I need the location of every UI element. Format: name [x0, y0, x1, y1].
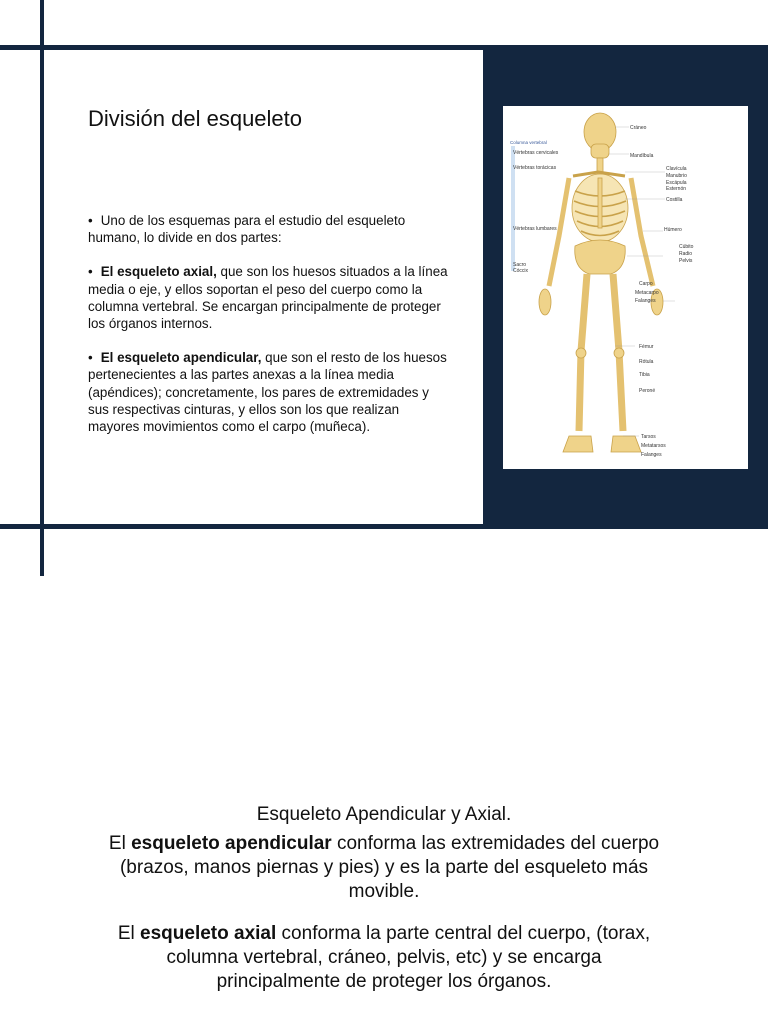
bullet-item: [88, 349, 448, 435]
label-columna: Columna vertebral: [510, 140, 547, 145]
paragraph-apendicular: [104, 832, 664, 904]
label-costilla: Costilla: [666, 197, 683, 203]
label-craneo: Cráneo: [630, 125, 647, 131]
bullet-dot: •: [88, 350, 93, 366]
bullet-item: [88, 212, 448, 246]
label-escapula: Escápula: [666, 180, 687, 186]
label-manubrio: Manubrio: [666, 173, 687, 179]
bullet-text: que son los huesos situados a la línea media o eje, y ellos soportan el peso del cuerpo como la columna vertebral. Se encargan principalmente de proteger los órganos internos.: [88, 264, 448, 332]
label-sacro: Sacro: [513, 262, 527, 268]
left-knee-shape: [576, 348, 586, 358]
label-falanges-pie: Falanges: [641, 452, 662, 458]
p1-prefix: El: [108, 833, 132, 854]
slide-title: División del esqueleto: [88, 106, 303, 131]
bullet-text: que son el resto de los huesos pertenecientes a las partes anexas a la línea media (apéndices); concretamente, los pares de extremidades y sus respectivas cinturas, y ellos son los que realizan mayores movimientos como el carpo (muñeca).: [88, 350, 447, 435]
label-humero: Húmero: [664, 227, 682, 233]
label-falanges-mano: Falanges: [635, 298, 656, 304]
p2-prefix: El: [117, 923, 141, 944]
label-femur: Fémur: [639, 344, 654, 350]
label-rotula: Rótula: [639, 359, 654, 365]
bullet-dot: •: [88, 264, 93, 280]
label-carpo: Carpo: [639, 281, 653, 287]
bullet-list: [88, 212, 448, 452]
label-cervicales: Vértebras cervicales: [513, 150, 559, 156]
label-coccix: Cóccix: [513, 268, 529, 274]
slide-2: [0, 576, 768, 1024]
bullet-bold: El esqueleto apendicular,: [100, 350, 262, 366]
label-toracicas: Vértebras torácicas: [513, 165, 557, 171]
p1-bold: esqueleto apendicular: [131, 833, 332, 854]
skeleton-svg: [503, 106, 748, 469]
bullet-item: [88, 263, 448, 332]
label-mandibula: Mandíbula: [630, 153, 654, 159]
label-perone: Peroné: [639, 388, 656, 394]
bullet-text: Uno de los esquemas para el estudio del esqueleto humano, lo divide en dos partes:: [88, 213, 406, 246]
left-arm-shape: [549, 178, 569, 286]
p1-text: conforma las extremidades del cuerpo (brazos, manos piernas y pies) y es la parte del esqueleto más movible.: [119, 833, 660, 902]
left-foot-shape: [563, 436, 593, 452]
bullet-bold: El esqueleto axial,: [100, 264, 217, 280]
label-esternon: Esternón: [666, 186, 687, 192]
label-lumbares: Vértebras lumbares: [513, 226, 557, 232]
slide-2-title: Esqueleto Apendicular y Axial.: [256, 804, 512, 825]
bullet-dot: •: [88, 213, 93, 228]
label-metatarsos: Metatarsos: [641, 443, 666, 449]
right-arm-shape: [631, 178, 653, 286]
p2-text: conforma la parte central del cuerpo, (torax, columna vertebral, cráneo, pelvis, etc) y se encarga principalmente de proteger los órganos.: [166, 923, 651, 992]
label-tibia: Tibia: [639, 372, 650, 378]
label-clavicula: Clavícula: [666, 166, 687, 172]
label-tarsos: Tarsos: [641, 434, 656, 440]
jaw-shape: [591, 144, 609, 158]
left-hand-shape: [539, 289, 551, 315]
label-metacarpo: Metacarpo: [635, 290, 659, 296]
paragraph-axial: [104, 922, 664, 994]
skeleton-illustration: [503, 106, 748, 469]
label-radio: Radio: [679, 251, 693, 257]
label-pelvis: Pelvis: [679, 258, 693, 264]
label-cubito: Cúbito: [679, 244, 694, 250]
vertical-accent-line: [40, 0, 44, 576]
right-foot-shape: [611, 436, 641, 452]
pelvis-shape: [575, 240, 625, 274]
sternum-shape: [598, 178, 602, 228]
right-knee-shape: [614, 348, 624, 358]
p2-bold: esqueleto axial: [140, 923, 277, 944]
